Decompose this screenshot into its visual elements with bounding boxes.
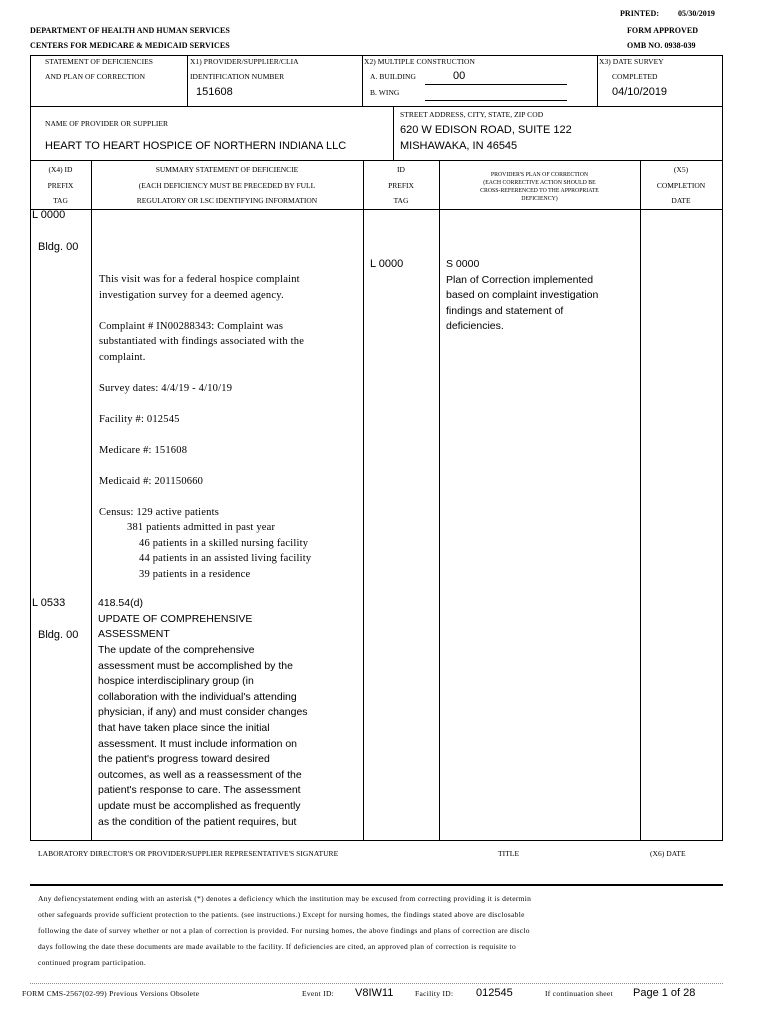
summary-column-header bbox=[91, 162, 363, 209]
column-divider bbox=[439, 160, 440, 840]
wing-label: B. WING bbox=[370, 88, 400, 97]
column-divider bbox=[362, 55, 363, 106]
summary-line: 381 patients admitted in past year bbox=[127, 522, 276, 534]
x3-label: X3) DATE SURVEY bbox=[599, 57, 664, 66]
summary-line: Medicare #: 151608 bbox=[99, 444, 188, 456]
x3-label: COMPLETED bbox=[612, 72, 658, 81]
x1-label: IDENTIFICATION NUMBER bbox=[190, 72, 285, 81]
summary-line: assessment. It must include information on bbox=[98, 737, 298, 750]
column-header-line: (X5) bbox=[673, 165, 689, 175]
signature-date-label: (X6) DATE bbox=[650, 849, 686, 858]
provider-name: HEART TO HEART HOSPICE OF NORTHERN INDIANA LLC bbox=[45, 140, 347, 152]
department-name: DEPARTMENT OF HEALTH AND HUMAN SERVICES bbox=[30, 26, 230, 35]
x5-column-header bbox=[640, 162, 722, 209]
facility-id-label: Facility ID: bbox=[415, 989, 454, 998]
summary-line: hospice interdisciplinary group (in bbox=[98, 675, 254, 688]
summary-line: that have taken place since the initial bbox=[98, 721, 270, 734]
column-header-line: ID bbox=[397, 165, 405, 175]
summary-line: UPDATE OF COMPREHENSIVE bbox=[98, 612, 253, 625]
disclaimer-line: following the date of survey whether or not a plan of correction is provided. For nursing homes, the above findings and plans of correction are disclo bbox=[38, 926, 530, 935]
building-tag: Bldg. 00 bbox=[38, 241, 79, 253]
form-border-right bbox=[722, 55, 723, 841]
continuation-label: If continuation sheet bbox=[545, 989, 613, 998]
column-header-line: DATE bbox=[671, 196, 691, 206]
building-underline bbox=[425, 84, 567, 85]
summary-line: assessment must be accomplished by the bbox=[98, 659, 293, 672]
column-header-line: PROVIDER'S PLAN OF CORRECTION bbox=[490, 172, 589, 178]
disclaimer bbox=[38, 891, 531, 971]
title-label: TITLE bbox=[498, 849, 520, 858]
provider-name-label: NAME OF PROVIDER OR SUPPLIER bbox=[45, 119, 169, 128]
column-divider bbox=[91, 160, 92, 840]
column-divider bbox=[187, 55, 188, 106]
form-number: FORM CMS-2567(02-99) Previous Versions Obsolete bbox=[22, 989, 200, 998]
form-rule bbox=[30, 106, 723, 107]
column-header-line: (EACH CORRECTIVE ACTION SHOULD BE bbox=[483, 180, 596, 186]
printed-label: PRINTED: bbox=[620, 9, 660, 18]
facility-id-value: 012545 bbox=[476, 987, 513, 999]
column-header-line: TAG bbox=[393, 196, 409, 206]
summary-line: Survey dates: 4/4/19 - 4/10/19 bbox=[99, 382, 233, 394]
address-line: 620 W EDISON ROAD, SUITE 122 bbox=[400, 124, 572, 136]
deficiency-summary bbox=[99, 272, 311, 582]
summary-line: collaboration with the individual's attending bbox=[98, 690, 297, 703]
building-tag: Bldg. 00 bbox=[38, 629, 79, 641]
summary-line: as the condition of the patient requires, but bbox=[98, 815, 297, 828]
deficiency-tag: L 0533 bbox=[32, 597, 66, 609]
summary-line: Medicaid #: 201150660 bbox=[99, 475, 204, 487]
column-header-line: (X4) ID bbox=[48, 165, 73, 175]
survey-date-value: 04/10/2019 bbox=[612, 86, 668, 98]
summary-line: Census: 129 active patients bbox=[99, 506, 220, 518]
building-label: A. BUILDING bbox=[370, 72, 416, 81]
column-divider bbox=[363, 160, 364, 840]
summary-line: 44 patients in an assisted living facility bbox=[139, 553, 312, 565]
statement-label: STATEMENT OF DEFICIENCIES bbox=[45, 57, 154, 66]
summary-line: complaint. bbox=[99, 351, 146, 363]
form-rule bbox=[30, 209, 723, 210]
centers-name: CENTERS FOR MEDICARE & MEDICAID SERVICES bbox=[30, 41, 230, 50]
disclaimer-line: Any defiencystatement ending with an asterisk (*) denotes a deficiency which the institution may be excused from correcting providing it is determin bbox=[38, 894, 532, 903]
form-rule bbox=[30, 55, 723, 56]
plan-line: based on complaint investigation bbox=[446, 289, 599, 302]
statement-label: AND PLAN OF CORRECTION bbox=[45, 72, 146, 81]
disclaimer-line: other safeguards provide sufficient protection to the patients. (see instructions.) Except for nursing homes, the findings stated above are disclosable bbox=[38, 910, 525, 919]
summary-line: investigation survey for a deemed agency. bbox=[99, 289, 284, 301]
event-id-label: Event ID: bbox=[302, 989, 335, 998]
summary-line: physician, if any) and must consider changes bbox=[98, 706, 308, 719]
plan-id-tag: L 0000 bbox=[370, 258, 404, 270]
signature-label: LABORATORY DIRECTOR'S OR PROVIDER/SUPPLIER REPRESENTATIVE'S SIGNATURE bbox=[38, 849, 339, 858]
provider-id-value: 151608 bbox=[196, 86, 233, 98]
column-header-line: DEFICIENCY) bbox=[521, 196, 558, 202]
plan-line: S 0000 bbox=[446, 258, 480, 271]
summary-line: substantiated with findings associated with the bbox=[99, 336, 305, 348]
summary-line: update must be accomplished as frequently bbox=[98, 799, 301, 812]
summary-line: the patient's progress toward desired bbox=[98, 753, 270, 766]
summary-line: This visit was for a federal hospice complaint bbox=[99, 274, 300, 286]
form-rule bbox=[30, 840, 723, 841]
plan-line: deficiencies. bbox=[446, 320, 504, 333]
column-header-line: SUMMARY STATEMENT OF DEFICIENCIE bbox=[155, 165, 299, 175]
deficiency-tag: L 0000 bbox=[32, 209, 66, 221]
summary-line: The update of the comprehensive bbox=[98, 643, 255, 656]
plan-of-correction bbox=[446, 257, 598, 335]
column-header-line: TAG bbox=[53, 196, 68, 206]
address-line: MISHAWAKA, IN 46545 bbox=[400, 140, 518, 152]
column-header-line: PREFIX bbox=[47, 180, 74, 190]
column-header-line: COMPLETION bbox=[656, 180, 706, 190]
form-approved-label: FORM APPROVED bbox=[627, 26, 699, 35]
column-divider bbox=[597, 55, 598, 106]
building-value: 00 bbox=[453, 70, 466, 82]
x2-label: X2) MULTIPLE CONSTRUCTION bbox=[364, 57, 475, 66]
signature-rule bbox=[30, 884, 723, 886]
summary-line: Facility #: 012545 bbox=[99, 413, 180, 425]
wing-underline bbox=[425, 100, 567, 101]
footer-divider bbox=[30, 983, 723, 984]
page-number: Page 1 of 28 bbox=[633, 987, 696, 999]
event-id-value: V8IW11 bbox=[355, 987, 394, 999]
column-header-line: CROSS-REFERENCED TO THE APPROPRIATE bbox=[480, 188, 599, 194]
deficiency-summary bbox=[98, 596, 308, 830]
form-rule bbox=[30, 160, 723, 161]
disclaimer-line: continued program participation. bbox=[38, 958, 147, 967]
column-header-line: REGULATORY OR LSC IDENTIFYING INFORMATION bbox=[136, 196, 318, 206]
summary-line: Complaint # IN00288343: Complaint was bbox=[99, 320, 284, 332]
plan-line: Plan of Correction implemented bbox=[446, 273, 594, 286]
summary-line: 418.54(d) bbox=[98, 597, 143, 610]
id-column-header bbox=[363, 162, 439, 209]
column-divider bbox=[640, 160, 641, 840]
summary-line: ASSESSMENT bbox=[98, 628, 170, 641]
address-label: STREET ADDRESS, CITY, STATE, ZIP COD bbox=[400, 110, 544, 119]
summary-line: patient's response to care. The assessment bbox=[98, 784, 301, 797]
summary-line: outcomes, as well as a reassessment of the bbox=[98, 768, 302, 781]
summary-line: 39 patients in a residence bbox=[139, 568, 251, 580]
printed-date: 05/30/2019 bbox=[678, 9, 715, 18]
x4-column-header bbox=[30, 162, 91, 209]
column-header-line: (EACH DEFICIENCY MUST BE PRECEDED BY FULL bbox=[138, 180, 316, 190]
plan-line: findings and statement of bbox=[446, 304, 564, 317]
column-header-line: PREFIX bbox=[388, 180, 414, 190]
disclaimer-line: days following the date these documents are made available to the facility. If deficiencies are cited, an approved plan of correction is requisite to bbox=[38, 942, 516, 951]
column-divider bbox=[393, 106, 394, 160]
summary-line: 46 patients in a skilled nursing facility bbox=[139, 537, 309, 549]
omb-number: OMB NO. 0938-039 bbox=[627, 41, 696, 50]
x1-label: X1) PROVIDER/SUPPLIER/CLIA bbox=[190, 57, 299, 66]
plan-column-header bbox=[439, 171, 640, 203]
